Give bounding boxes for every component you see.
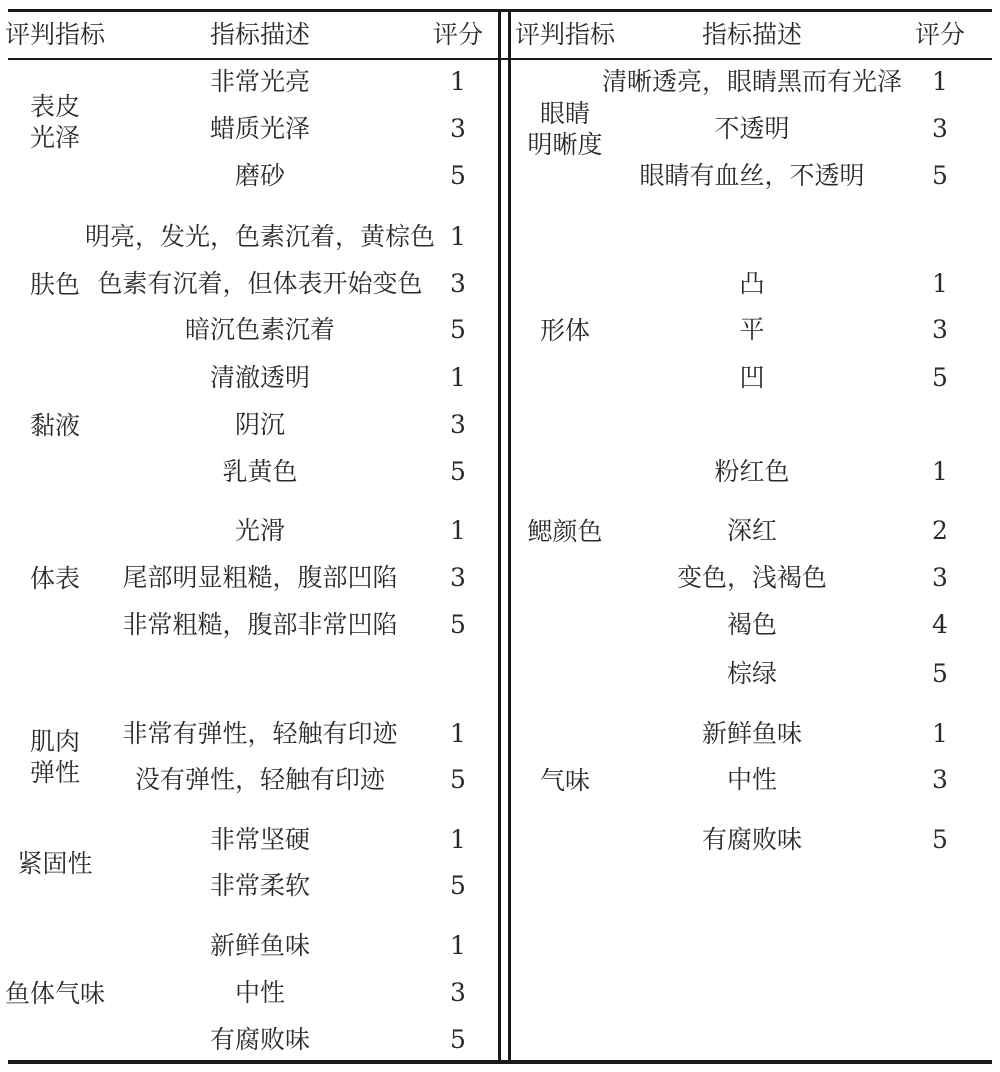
score-value: 4 bbox=[932, 610, 948, 639]
score-value: 3 bbox=[450, 563, 466, 592]
criterion-name: 形体 bbox=[539, 315, 591, 345]
criterion-description: 尾部明显粗糙，腹部凹陷 bbox=[122, 563, 398, 592]
score-value: 1 bbox=[450, 825, 466, 854]
score-value: 3 bbox=[932, 114, 948, 143]
criterion-description: 非常有弹性，轻触有印迹 bbox=[122, 719, 398, 748]
criterion-description: 褐色 bbox=[726, 610, 778, 639]
score-value: 1 bbox=[450, 516, 466, 545]
criterion-description: 新鲜鱼味 bbox=[701, 719, 803, 748]
column-divider-b bbox=[508, 9, 511, 1064]
criterion-description: 变色，浅褐色 bbox=[676, 563, 828, 592]
criterion-description: 非常光亮 bbox=[209, 67, 311, 96]
score-value: 1 bbox=[450, 67, 466, 96]
criterion-description: 有腐败味 bbox=[209, 1025, 311, 1054]
criterion-name: 肤色 bbox=[29, 269, 81, 299]
criterion-name: 眼睛 明晰度 bbox=[527, 99, 603, 159]
criterion-description: 磨砂 bbox=[234, 161, 286, 190]
score-value: 1 bbox=[932, 67, 948, 96]
score-value: 5 bbox=[932, 161, 948, 190]
criterion-description: 非常柔软 bbox=[209, 871, 311, 900]
criterion-description: 色素有沉着，但体表开始变色 bbox=[97, 269, 423, 298]
score-value: 1 bbox=[450, 931, 466, 960]
criterion-description: 深红 bbox=[726, 516, 778, 545]
right-header-description: 指标描述 bbox=[701, 20, 803, 49]
criterion-description: 中性 bbox=[234, 978, 286, 1007]
score-value: 1 bbox=[450, 719, 466, 748]
criterion-description: 凹 bbox=[739, 363, 765, 392]
criterion-description: 眼睛有血丝，不透明 bbox=[639, 161, 865, 190]
score-value: 5 bbox=[450, 457, 466, 486]
score-value: 5 bbox=[450, 1025, 466, 1054]
criterion-description: 新鲜鱼味 bbox=[209, 931, 311, 960]
criterion-description: 不透明 bbox=[714, 114, 790, 143]
criterion-description: 非常坚硬 bbox=[209, 825, 311, 854]
left-header-score: 评分 bbox=[432, 20, 484, 49]
criterion-description: 粉红色 bbox=[714, 457, 790, 486]
score-value: 3 bbox=[932, 315, 948, 344]
score-value: 5 bbox=[450, 610, 466, 639]
score-value: 3 bbox=[932, 765, 948, 794]
criterion-description: 清晰透亮，眼睛黑而有光泽 bbox=[601, 67, 903, 96]
score-value: 3 bbox=[932, 563, 948, 592]
criterion-description: 明亮，发光，色素沉着，黄棕色 bbox=[84, 222, 436, 251]
score-value: 2 bbox=[932, 516, 948, 545]
score-value: 5 bbox=[932, 659, 948, 688]
score-value: 3 bbox=[450, 269, 466, 298]
criterion-description: 乳黄色 bbox=[222, 457, 298, 486]
criterion-name: 紧固性 bbox=[17, 848, 93, 878]
criterion-description: 有腐败味 bbox=[701, 825, 803, 854]
right-header-criterion: 评判指标 bbox=[514, 20, 616, 49]
score-value: 1 bbox=[932, 719, 948, 748]
score-value: 5 bbox=[450, 765, 466, 794]
criterion-description: 中性 bbox=[726, 765, 778, 794]
score-value: 1 bbox=[450, 222, 466, 251]
column-divider-a bbox=[498, 9, 501, 1064]
criterion-name: 鳃颜色 bbox=[527, 516, 603, 546]
criterion-name: 表皮 光泽 bbox=[29, 92, 81, 152]
criterion-description: 非常粗糙，腹部非常凹陷 bbox=[122, 610, 398, 639]
criterion-description: 没有弹性，轻触有印迹 bbox=[134, 765, 386, 794]
score-value: 5 bbox=[932, 825, 948, 854]
criterion-description: 棕绿 bbox=[726, 659, 778, 688]
criterion-name: 肌肉 弹性 bbox=[29, 727, 81, 787]
criterion-description: 暗沉色素沉着 bbox=[184, 315, 336, 344]
criterion-description: 凸 bbox=[739, 269, 765, 298]
score-value: 1 bbox=[932, 269, 948, 298]
criterion-description: 清澈透明 bbox=[209, 363, 311, 392]
criterion-name: 体表 bbox=[29, 563, 81, 593]
score-value: 3 bbox=[450, 114, 466, 143]
score-value: 5 bbox=[450, 871, 466, 900]
criterion-name: 黏液 bbox=[29, 410, 81, 440]
criterion-name: 鱼体气味 bbox=[4, 978, 106, 1008]
criterion-name: 气味 bbox=[539, 765, 591, 795]
right-header-score: 评分 bbox=[914, 20, 966, 49]
left-header-criterion: 评判指标 bbox=[4, 20, 106, 49]
criterion-description: 平 bbox=[739, 315, 765, 344]
left-header-description: 指标描述 bbox=[209, 20, 311, 49]
score-value: 1 bbox=[450, 363, 466, 392]
score-value: 3 bbox=[450, 978, 466, 1007]
criterion-description: 光滑 bbox=[234, 516, 286, 545]
score-value: 1 bbox=[932, 457, 948, 486]
score-value: 5 bbox=[450, 315, 466, 344]
score-value: 5 bbox=[932, 363, 948, 392]
criterion-description: 阴沉 bbox=[234, 410, 286, 439]
score-value: 3 bbox=[450, 410, 466, 439]
score-value: 5 bbox=[450, 161, 466, 190]
criterion-description: 蜡质光泽 bbox=[209, 114, 311, 143]
